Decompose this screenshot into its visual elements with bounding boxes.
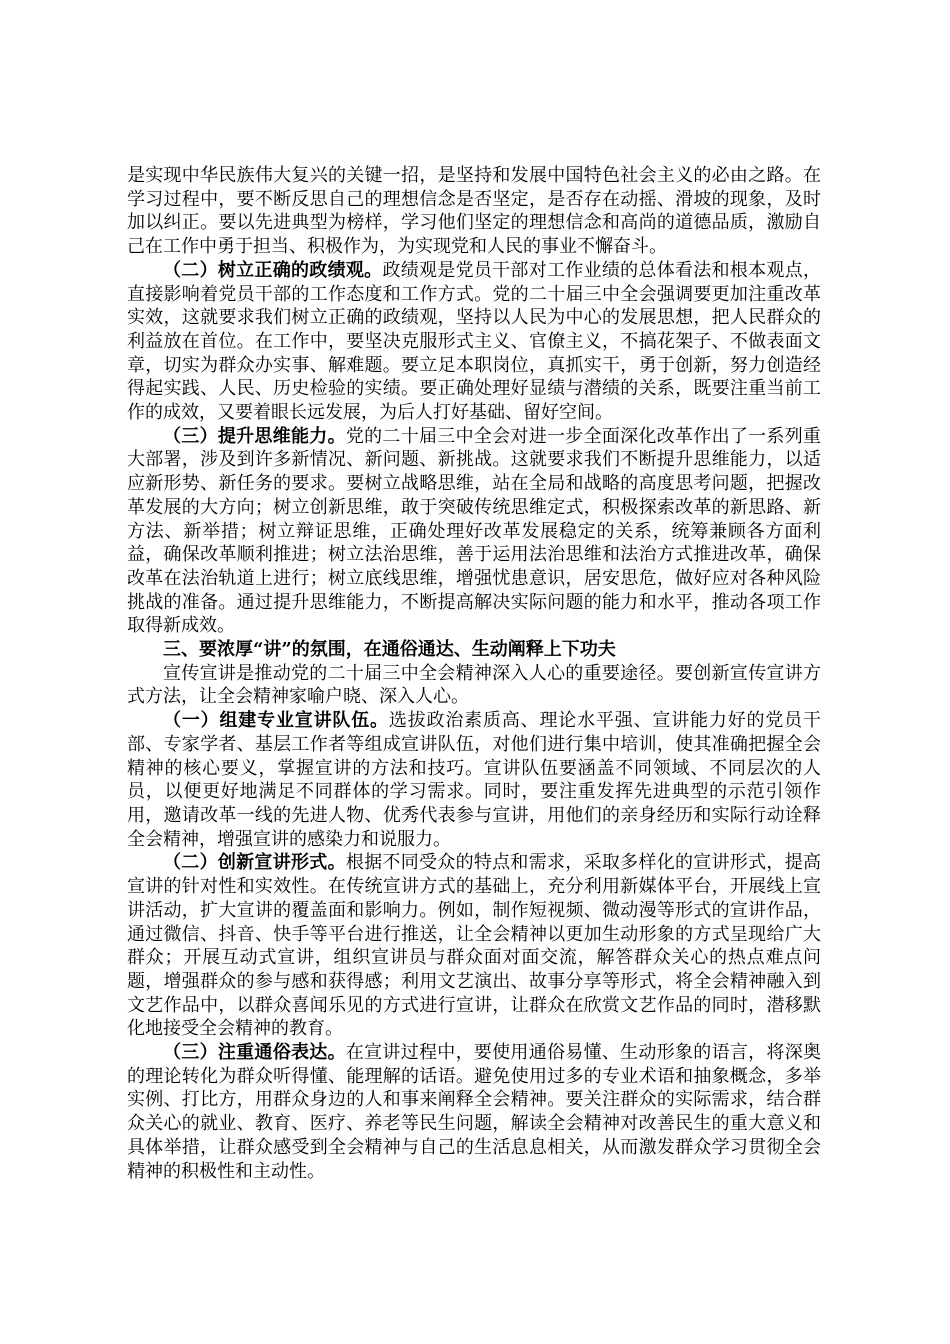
paragraph-lead-heading: （二）创新宣讲形式。 [163,852,346,874]
paragraph-body: 党的二十届三中全会对进一步全面深化改革作出了一系列重大部署，涉及到许多新情况、新问题、新挑战。这就要求我们不断提升思维能力，以适应新形势、新任务的要求。要树立战略思维，站在全局和战略的高度思考问题，把握改革发展的大方向；树立创新思维，敢于突破传统思维定式，积极探索改革的新思路、新方法、新举措；树立辩证思维，正确处理好改革发展稳定的关系，统筹兼顾各方面利益，确保改革顺利推进；树立法治思维，善于运用法治思维和法治方式推进改革，确保改革在法治轨道上进行；树立底线思维，增强忧患意识，居安思危，做好应对各种风险挑战的准备。通过提升思维能力，不断提高解决实际问题的能力和水平，推动各项工作取得新成效。 [127,425,821,637]
paragraph-lead-heading: （一）组建专业宣讲队伍。 [163,710,389,732]
paragraph-body: 政绩观是党员干部对工作业绩的总体看法和根本观点，直接影响着党员干部的工作态度和工作方式。党的二十届三中全会强调要更加注重改革实效，这就要求我们树立正确的政绩观，坚持以人民为中心的发展思想，把人民群众的利益放在首位。在工作中，要坚决克服形式主义、官僚主义，不搞花架子、不做表面文章，切实为群众办实事、解难题。要立足本职岗位，真抓实干，勇于创新，努力创造经得起实践、人民、历史检验的实绩。要正确处理好显绩与潜绩的关系，既要注重当前工作的成效，又要着眼长远发展，为后人打好基础、留好空间。 [127,259,822,424]
paragraph-body: 在宣讲过程中，要使用通俗易懂、生动形象的语言，将深奥的理论转化为群众听得懂、能理解的话语。避免使用过多的专业术语和抽象概念，多举实例、打比方，用群众身边的人和事来阐释全会精神。要关注群众的实际需求，结合群众关心的就业、教育、医疗、养老等民生问题，解读全会精神对改善民生的重大意义和具体举措，让群众感受到全会精神与自己的生活息息相关，从而激发群众学习贯彻全会精神的积极性和主动性。 [127,1042,821,1182]
paragraph-lead-heading: （三）提升思维能力。 [163,425,346,447]
section-intro-paragraph: 宣传宣讲是推动党的二十届三中全会精神深入人心的重要途径。要创新宣传宣讲方式方法，让全会精神家喻户晓、深入人心。 [127,662,821,708]
paragraph-thinking-ability [127,425,821,638]
continuation-paragraph: 是实现中华民族伟大复兴的关键一招，是坚持和发展中国特色社会主义的必由之路。在学习过程中，要不断反思自己的理想信念是否坚定，是否存在动摇、滑坡的现象，及时加以纠正。要以先进典型为榜样，学习他们坚定的理想信念和高尚的道德品质，激励自己在工作中勇于担当、积极作为，为实现党和人民的事业不懈奋斗。 [127,165,821,258]
paragraph-lead-heading: （二）树立正确的政绩观。 [163,259,383,281]
paragraph-lecture-team [127,709,821,851]
document-body [127,164,821,1183]
paragraph-body: 选拔政治素质高、理论水平强、宣讲能力好的党员干部、专家学者、基层工作者等组成宣讲队伍，对他们进行集中培训，使其准确把握全会精神的核心要义，掌握宣讲的方法和技巧。宣讲队伍要涵盖不同领域、不同层次的人员，以便更好地满足不同群体的学习需求。同时，要注重发挥先进典型的示范引领作用，邀请改革一线的先进人物、优秀代表参与宣讲，用他们的亲身经历和实际行动诠释全会精神，增强宣讲的感染力和说服力。 [127,710,822,850]
paragraph-plain-expression [127,1041,821,1183]
paragraph-lecture-forms [127,851,821,1041]
paragraph-correct-performance-view [127,259,821,425]
paragraph-lead-heading: （三）注重通俗表达。 [163,1042,346,1064]
paragraph-body: 根据不同受众的特点和需求，采取多样化的宣讲形式，提高宣讲的针对性和实效性。在传统宣讲方式的基础上，充分利用新媒体平台，开展线上宣讲活动，扩大宣讲的覆盖面和影响力。例如，制作短视频、微动漫等形式的宣讲作品，通过微信、抖音、快手等平台进行推送，让全会精神以更加生动形象的方式呈现给广大群众；开展互动式宣讲，组织宣讲员与群众面对面交流，解答群众关心的热点难点问题，增强群众的参与感和获得感；利用文艺演出、故事分享等形式，将全会精神融入到文艺作品中，以群众喜闻乐见的方式进行宣讲，让群众在欣赏文艺作品的同时，潜移默化地接受全会精神的教育。 [127,852,821,1040]
section-heading: 三、要浓厚“讲”的氛围，在通俗通达、生动阐释上下功夫 [163,639,616,661]
